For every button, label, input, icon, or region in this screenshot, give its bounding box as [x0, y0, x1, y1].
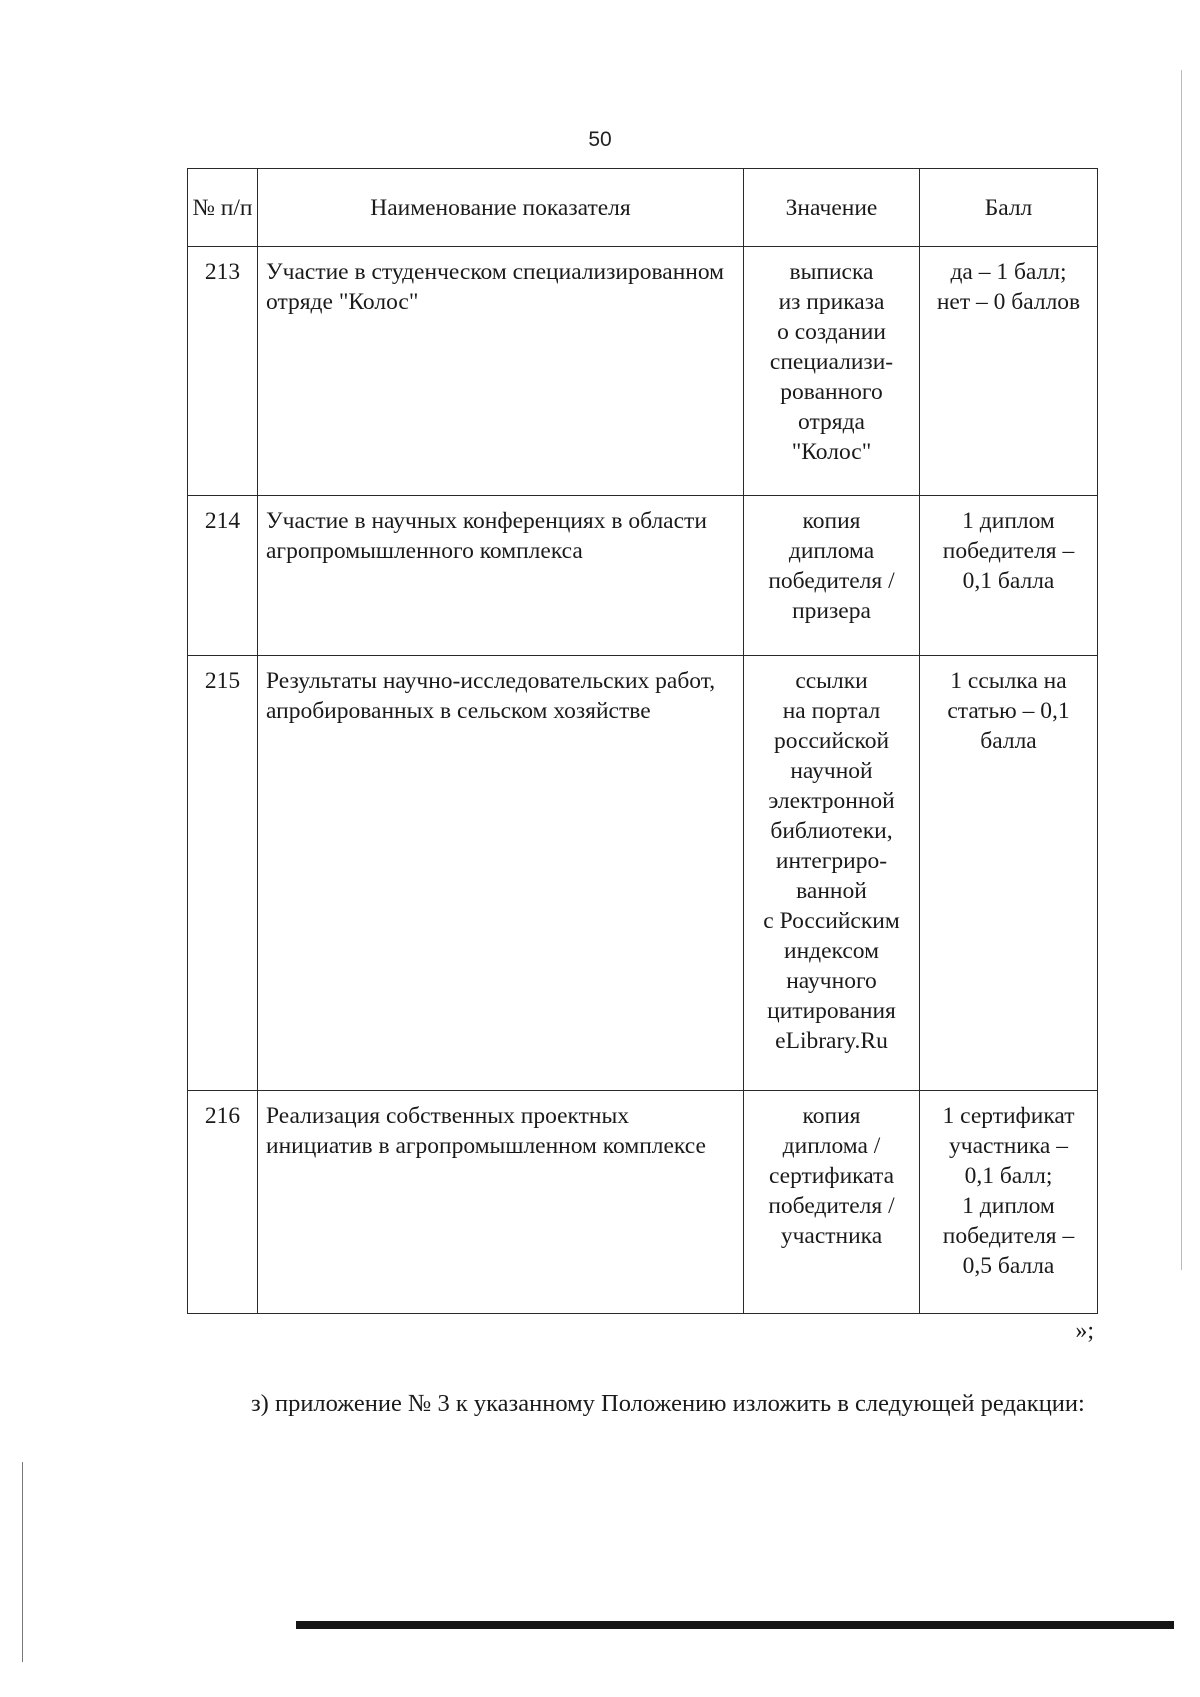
value-line: индексом [784, 938, 879, 964]
score-line: нет – 0 баллов [936, 289, 1081, 315]
value-line: участника [780, 1223, 883, 1249]
indicator-name: Участие в научных конференциях в области агропромышленного комплекса [258, 496, 744, 656]
table-row [188, 656, 1098, 1091]
value-line: "Колос" [791, 439, 872, 465]
table-row [188, 247, 1098, 496]
header-value: Значение [744, 169, 920, 247]
value-line: призера [792, 598, 871, 624]
value-line: победителя / [768, 1193, 895, 1219]
value-line: копия [802, 508, 861, 534]
header-number: № п/п [188, 169, 258, 247]
row-number: 216 [188, 1091, 258, 1314]
score-line: 1 диплом [962, 508, 1055, 534]
value-line: научной [790, 758, 873, 784]
score-line: 1 диплом [962, 1193, 1055, 1219]
value-line: на портал [782, 698, 881, 724]
page-number: 50 [588, 128, 612, 151]
value-line: специализи- [769, 349, 894, 375]
indicator-score [920, 656, 1098, 1091]
score-line: 0,1 балл; [964, 1163, 1053, 1189]
row-number: 214 [188, 496, 258, 656]
indicator-score [920, 247, 1098, 496]
score-line: балла [980, 728, 1037, 754]
value-line: сертификата [768, 1163, 895, 1189]
value-line: о создании [777, 319, 886, 345]
value-line: победителя / [768, 568, 895, 594]
header-indicator-name: Наименование показателя [258, 169, 744, 247]
indicator-value [744, 247, 920, 496]
indicator-name: Реализация собственных проектных инициатив в агропромышленном комплексе [258, 1091, 744, 1314]
score-line: 1 ссылка на [950, 668, 1067, 694]
value-line: eLibrary.Ru [775, 1028, 888, 1054]
scan-left-edge-line [22, 1462, 23, 1662]
indicator-value [744, 656, 920, 1091]
indicator-name: Результаты научно-исследовательских работ, апробированных в сельском хозяйстве [258, 656, 744, 1091]
table-row [188, 1091, 1098, 1314]
row-number: 215 [188, 656, 258, 1091]
value-line: ванной [796, 878, 867, 904]
value-line: отряда [798, 409, 865, 435]
score-line: 0,1 балла [962, 568, 1055, 594]
score-line: победителя – [942, 1223, 1075, 1249]
value-line: с Российским [763, 908, 900, 934]
scan-bottom-rule [296, 1621, 1174, 1629]
score-line: статью – 0,1 [947, 698, 1070, 724]
score-line: 0,5 балла [962, 1253, 1055, 1279]
value-line: интегриро- [775, 848, 888, 874]
value-line: из приказа [778, 289, 885, 315]
indicator-value [744, 1091, 920, 1314]
row-number: 213 [188, 247, 258, 496]
indicator-name: Участие в студенческом специализированном отряде "Колос" [258, 247, 744, 496]
closing-quote-mark: »; [1075, 1318, 1094, 1344]
value-line: цитирования [767, 998, 896, 1024]
score-line: 1 сертификат [942, 1103, 1075, 1129]
indicator-score [920, 1091, 1098, 1314]
value-line: библиотеки, [770, 818, 893, 844]
value-line: ссылки [795, 668, 868, 694]
value-line: научного [786, 968, 877, 994]
indicator-value [744, 496, 920, 656]
table-row [188, 496, 1098, 656]
amendment-paragraph: з) приложение № 3 к указанному Положению изложить в следующей редакции: [251, 1389, 1085, 1417]
score-line: участника – [949, 1133, 1068, 1159]
table-header-row [188, 169, 1098, 247]
value-line: диплома [788, 538, 875, 564]
score-line: победителя – [942, 538, 1075, 564]
header-score: Балл [920, 169, 1098, 247]
value-line: выписка [789, 259, 874, 285]
value-line: российской [773, 728, 890, 754]
indicators-table [187, 168, 1098, 1314]
indicator-score [920, 496, 1098, 656]
value-line: копия [802, 1103, 861, 1129]
score-line: да – 1 балл; [950, 259, 1067, 285]
value-line: электронной [768, 788, 895, 814]
value-line: диплома / [782, 1133, 881, 1159]
scan-right-edge-line [1181, 70, 1182, 1270]
value-line: рованного [780, 379, 883, 405]
